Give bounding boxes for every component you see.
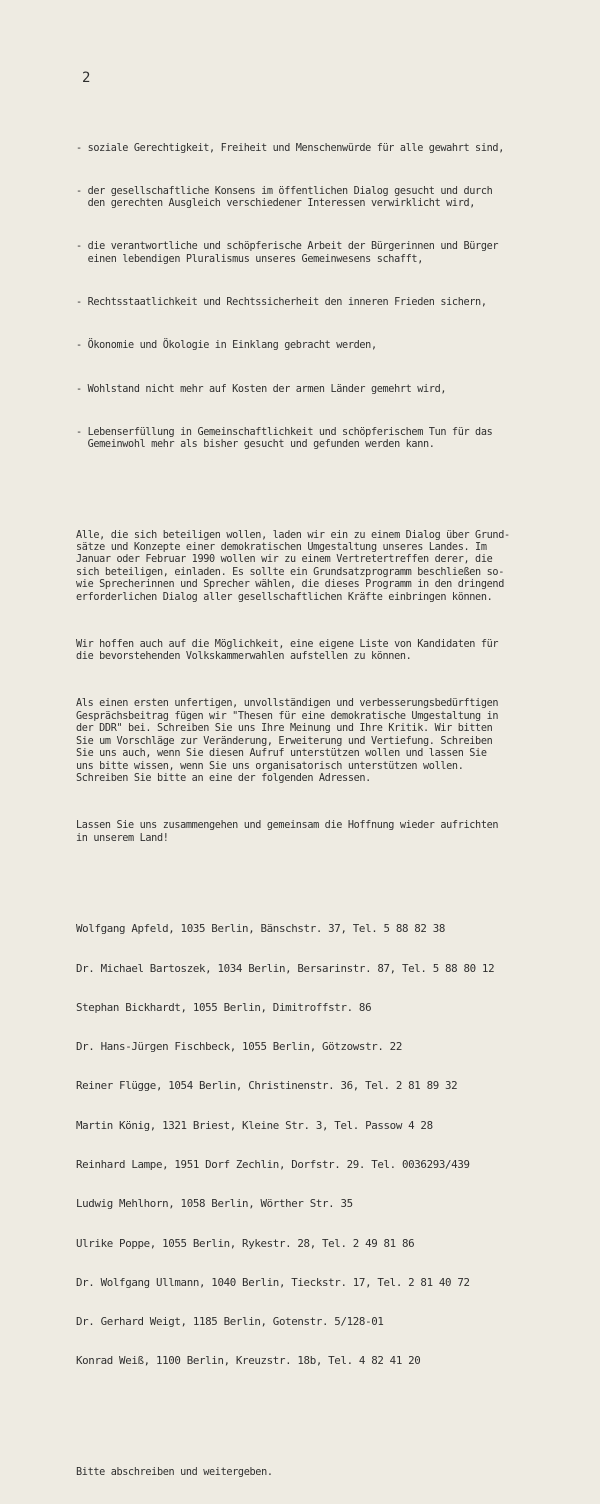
- paragraph-appeal: Lassen Sie uns zusammengehen und gemeinsam die Hoffnung wieder aufrichten in unserem Land!: [76, 820, 499, 844]
- bullet-item: - der gesellschaftliche Konsens im öffentlichen Dialog gesucht und durch den gerechten Ausgleich verschiedener Interessen verwirklicht wird,: [76, 185, 493, 210]
- paragraph-theses: Als einen ersten unfertigen, unvollständigen und verbesserungsbedürftigen Gesprächsbeitrag fügen wir "Thesen für eine demokratische Umgestaltung in der DDR" bei. Schreiben Sie uns Ihre Meinung und Ihre Kritik. Wir bitten Sie um Vorschläge zur Veränderung, Erweiterung und Vertiefung. Schreiben Sie uns auch, wenn Sie diesen Aufruf unterstützen wollen und lassen Sie uns bitte wissen, wenn Sie uns organisatorisch unterstützen wollen. Schreiben Sie bitte an eine der folgenden Adressen.: [76, 698, 499, 784]
- page-number: 2: [82, 70, 91, 86]
- address-line: Konrad Weiß, 1100 Berlin, Kreuzstr. 18b, Tel. 4 82 41 20: [76, 1354, 421, 1368]
- paragraph-candidates: Wir hoffen auch auf die Möglichkeit, eine eigene Liste von Kandidaten für die bevorstehenden Volkskammerwahlen aufstellen zu können.: [76, 638, 499, 663]
- document-body: [76, 93, 556, 1504]
- paragraph-invitation: Alle, die sich beteiligen wollen, laden wir ein zu einem Dialog über Grund- sätze und Konzepte einer demokratischen Umgestaltung unseres Landes. Im Januar oder Februar 1990 wollen wir zu einem Vertretertreffen derer, die sich beteiligen, einladen. Es sollte ein Grundsatzprogramm beschließen so- wie Sprecherinnen und Sprecher wählen, die dieses Programm in den dringend erforderlichen Dialog aller gesellschaftlichen Kräfte einbringen können.: [76, 529, 510, 603]
- address-line: Dr. Michael Bartoszek, 1034 Berlin, Bersarinstr. 87, Tel. 5 88 80 12: [76, 961, 495, 975]
- closing-note: Bitte abschreiben und weitergeben.: [76, 1466, 273, 1478]
- bullet-item: - Wohlstand nicht mehr auf Kosten der armen Länder gemehrt wird,: [76, 383, 447, 395]
- address-line: Martin König, 1321 Briest, Kleine Str. 3, Tel. Passow 4 28: [76, 1118, 433, 1132]
- bullet-item: - Ökonomie und Ökologie in Einklang gebracht werden,: [76, 340, 377, 352]
- address-list: [76, 896, 556, 1394]
- address-line: Ulrike Poppe, 1055 Berlin, Rykestr. 28, Tel. 2 49 81 86: [76, 1236, 415, 1250]
- address-line: Ludwig Mehlhorn, 1058 Berlin, Wörther Str. 35: [76, 1197, 353, 1211]
- bullet-item: - die verantwortliche und schöpferische Arbeit der Bürgerinnen und Bürger einen lebendigen Pluralismus unseres Gemeinwesens schafft,: [76, 241, 499, 265]
- bullet-list: [76, 118, 556, 483]
- address-line: Wolfgang Apfeld, 1035 Berlin, Bänschstr. 37, Tel. 5 88 82 38: [76, 922, 446, 936]
- address-line: Dr. Hans-Jürgen Fischbeck, 1055 Berlin, Götzowstr. 22: [76, 1040, 402, 1054]
- address-line: Dr. Wolfgang Ullmann, 1040 Berlin, Tieckstr. 17, Tel. 2 81 40 72: [76, 1275, 470, 1289]
- address-line: Reiner Flügge, 1054 Berlin, Christinenstr. 36, Tel. 2 81 89 32: [76, 1079, 458, 1093]
- address-line: Dr. Gerhard Weigt, 1185 Berlin, Gotenstr. 5/128-01: [76, 1315, 384, 1329]
- address-line: Reinhard Lampe, 1951 Dorf Zechlin, Dorfstr. 29. Tel. 0036293/439: [76, 1158, 470, 1172]
- address-line: Stephan Bickhardt, 1055 Berlin, Dimitroffstr. 86: [76, 1000, 372, 1014]
- bullet-item: - Rechtsstaatlichkeit und Rechtssicherheit den inneren Frieden sichern,: [76, 297, 487, 309]
- bullet-item: - Lebenserfüllung in Gemeinschaftlichkeit und schöpferischem Tun für das Gemeinwohl mehr als bisher gesucht und gefunden werden kann.: [76, 426, 493, 451]
- bullet-item: - soziale Gerechtigkeit, Freiheit und Menschenwürde für alle gewahrt sind,: [76, 142, 504, 154]
